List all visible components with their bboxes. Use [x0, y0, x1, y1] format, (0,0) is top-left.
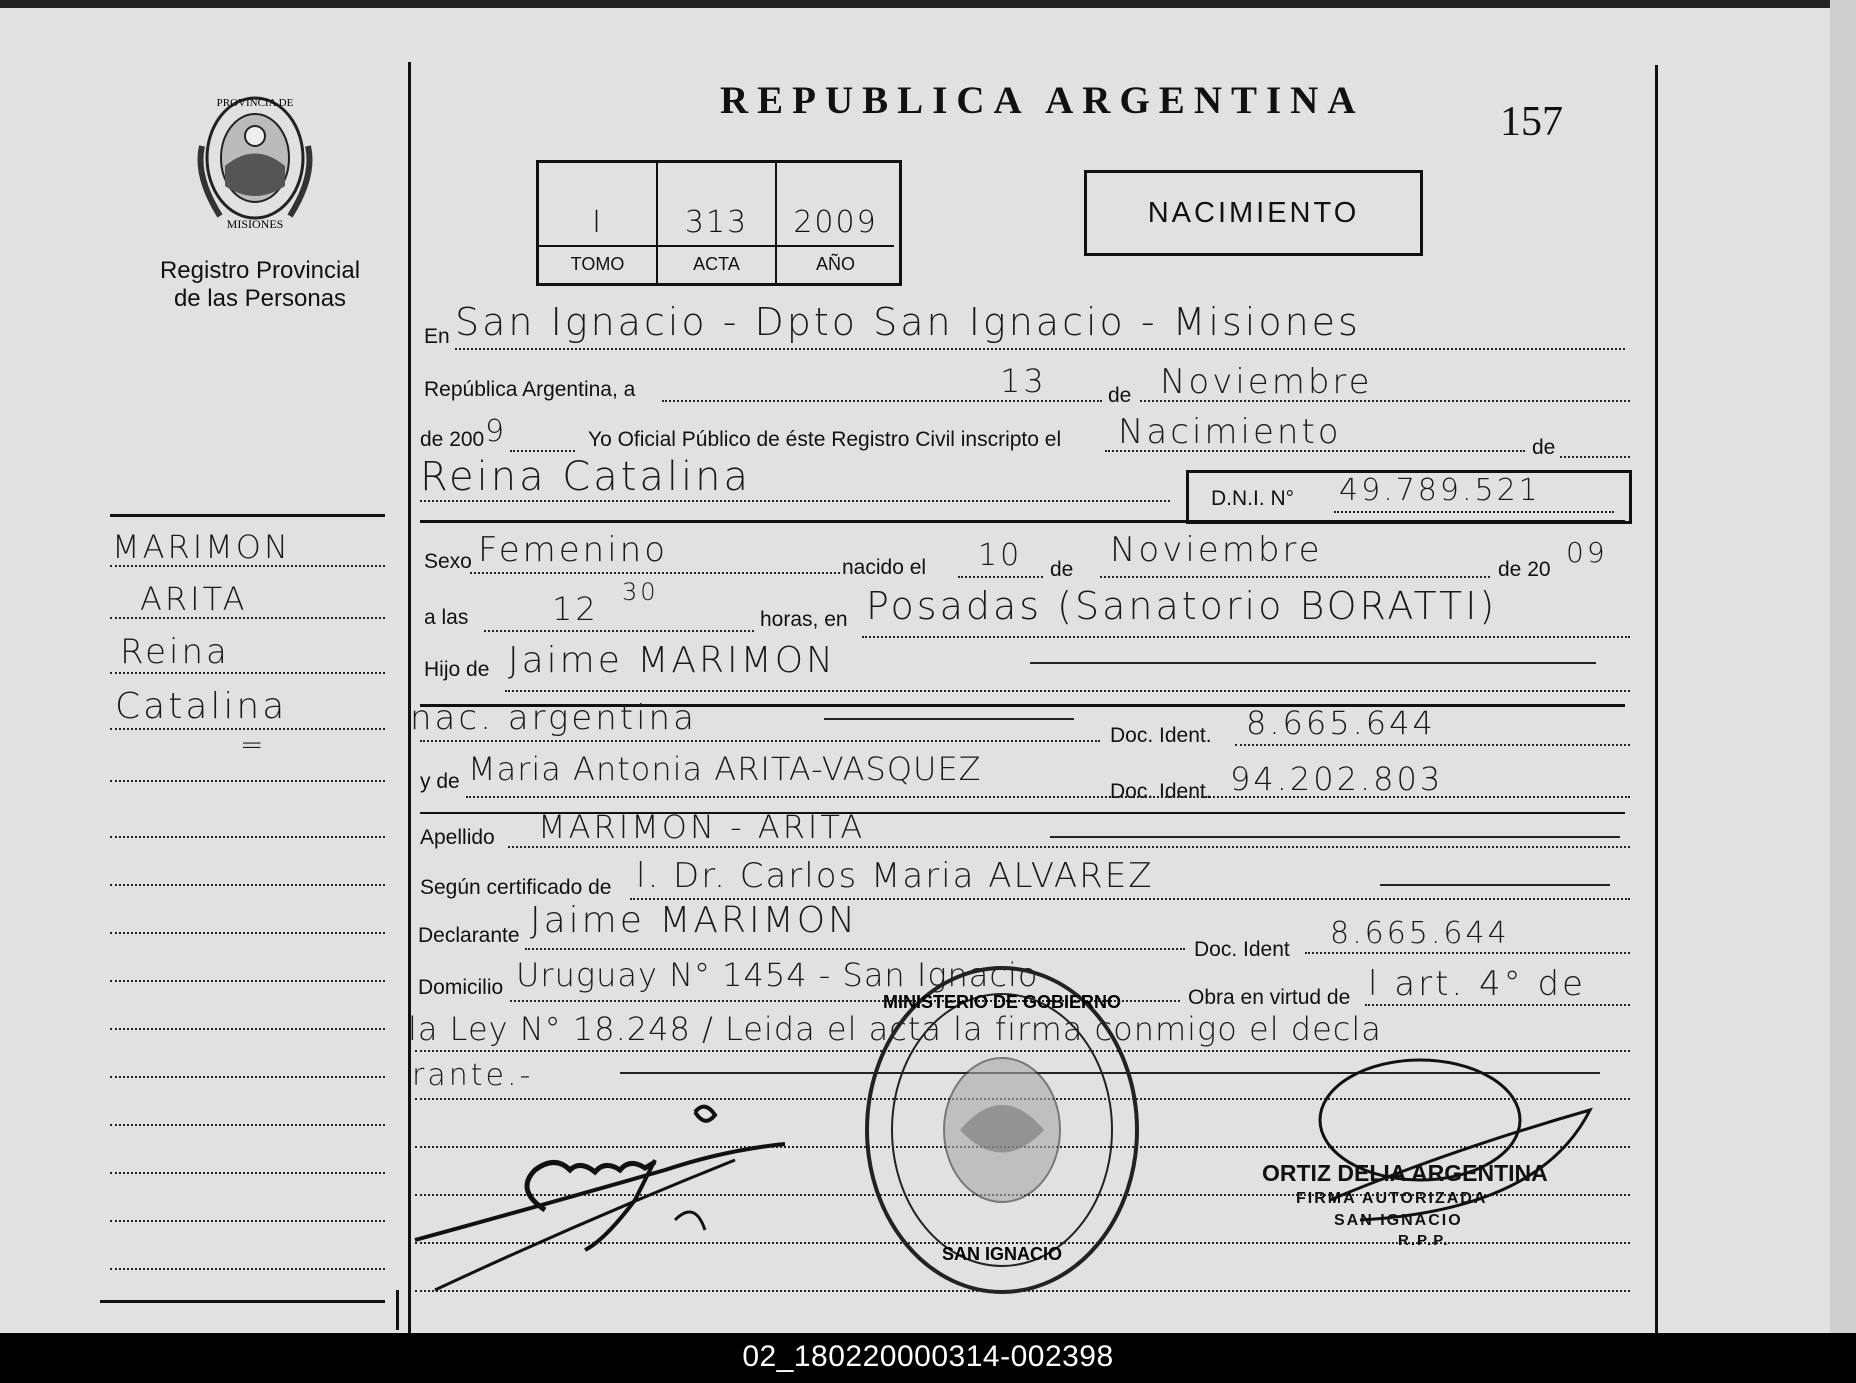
acta-cell	[658, 163, 777, 283]
ley-field-2: rante.-	[412, 1058, 534, 1093]
margin-line	[110, 780, 385, 782]
domicilio-label: Domicilio	[418, 976, 504, 999]
field-line	[1100, 576, 1490, 578]
fill-line	[1380, 884, 1610, 886]
margin-line	[110, 1028, 385, 1030]
field-line	[958, 576, 1043, 578]
declarante-doc-field: 8.665.644	[1330, 916, 1510, 951]
obra-field: l art. 4° de	[1368, 964, 1586, 1004]
field-line	[484, 630, 754, 632]
margin-surname-1: MARIMON	[112, 528, 291, 566]
right-frame-line	[1655, 65, 1658, 1333]
ley-field: la Ley N° 18.248 / Leida el acta la firma conmigo el decla	[408, 1010, 1382, 1048]
day-field: 13	[1000, 362, 1047, 400]
certificado-label: Según certificado de	[420, 876, 612, 899]
registry-line-2: de las Personas	[173, 285, 347, 312]
margin-line	[110, 672, 385, 674]
field-line	[1105, 450, 1525, 452]
svg-text:MISIONES: MISIONES	[226, 217, 284, 231]
doc-ident2-label: Doc. Ident	[1194, 938, 1290, 961]
fill-line	[1030, 662, 1596, 664]
margin-line	[110, 836, 385, 838]
acta-value: 313	[684, 205, 749, 240]
svg-text:PROVINCIA DE: PROVINCIA DE	[216, 97, 294, 109]
en-label: En	[424, 325, 450, 348]
margin-line	[110, 980, 385, 982]
nacido-year-field: 09	[1566, 536, 1608, 569]
nacido-month-field: Noviembre	[1110, 530, 1323, 570]
svg-text:MINISTERIO DE GOBIERNO: MINISTERIO DE GOBIERNO	[882, 992, 1122, 1012]
anio-label: AÑO	[777, 245, 894, 283]
lugar-field: Posadas (Sanatorio BORATTI)	[866, 584, 1498, 628]
field-line	[1235, 744, 1630, 746]
acta-label: ACTA	[658, 245, 775, 283]
margin-line	[110, 1172, 385, 1174]
margin-equals: =	[240, 728, 267, 761]
domicilio-field: Uruguay N° 1454 - San Ignacio	[516, 956, 1039, 994]
padre-doc-field: 8.665.644	[1246, 704, 1436, 742]
document-title: REPUBLICA ARGENTINA	[720, 79, 1365, 122]
document-type-box: NACIMIENTO	[1084, 170, 1423, 256]
margin-line	[110, 565, 385, 567]
margin-given-1: Reina	[120, 632, 230, 672]
coat-of-arms-icon	[190, 86, 320, 236]
image-caption: 02_180220000314-002398	[742, 1340, 1114, 1373]
year-label: de 200	[420, 428, 485, 451]
sexo-field: Femenino	[478, 530, 668, 570]
svg-text:SAN IGNACIO: SAN IGNACIO	[941, 1244, 1063, 1264]
field-line	[862, 636, 1630, 638]
official-stamp-line-4: R.P.P.	[1398, 1232, 1450, 1249]
horas-label: horas, en	[760, 608, 848, 631]
record-number-box	[536, 160, 902, 286]
field-line	[466, 796, 1630, 798]
margin-bottom-rule	[100, 1300, 385, 1303]
alas-label: a las	[424, 606, 469, 629]
doc-ident-label: Doc. Ident.	[1110, 724, 1212, 747]
field-line	[510, 450, 575, 452]
scan-right-edge	[1830, 0, 1856, 1333]
hora-field: 12	[552, 590, 599, 628]
margin-line	[110, 884, 385, 886]
official-stamp-line-2: FIRMA AUTORIZADA	[1296, 1190, 1488, 1207]
margin-line	[110, 1268, 385, 1270]
apellido-field: MARIMON - ARITA	[538, 808, 866, 846]
field-line	[420, 740, 1100, 742]
child-name-field: Reina Catalina	[420, 454, 752, 500]
margin-line	[110, 1076, 385, 1078]
margin-top-rule	[110, 514, 385, 517]
margin-surname-2: ARITA	[140, 580, 248, 618]
margin-line	[110, 1124, 385, 1126]
de3-label: de	[1050, 558, 1074, 581]
field-line	[470, 572, 840, 574]
section-rule	[420, 520, 1625, 523]
inscripto-field: Nacimiento	[1118, 412, 1342, 452]
sexo-label: Sexo	[424, 550, 472, 573]
dni-box	[1186, 470, 1632, 524]
apellido-label: Apellido	[420, 826, 495, 849]
dni-field: 49.789.521	[1339, 473, 1541, 508]
oficial-label: Yo Oficial Público de éste Registro Civil inscripto el	[588, 428, 1062, 451]
dni-label: D.N.I. N°	[1211, 487, 1295, 510]
anio-value: 2009	[793, 205, 878, 240]
tomo-value: I	[592, 205, 603, 240]
declarant-signature	[405, 1100, 805, 1300]
de-label: de	[1108, 384, 1132, 407]
field-line	[455, 348, 1625, 350]
tomo-label: TOMO	[539, 245, 656, 283]
field-line	[1365, 1004, 1630, 1006]
fill-line	[824, 718, 1074, 720]
margin-line	[110, 1220, 385, 1222]
margin-frame-line	[396, 1290, 399, 1330]
provincial-seal	[860, 960, 1145, 1300]
fill-line	[1050, 836, 1620, 838]
declarante-field: Jaime MARIMON	[530, 900, 858, 941]
padre-nac-field: nac. argentina	[410, 698, 697, 738]
hijo-label: Hijo de	[424, 658, 490, 681]
place-field: San Ignacio - Dpto San Ignacio - Misiones	[455, 300, 1361, 344]
margin-given-2: Catalina	[115, 686, 288, 727]
tomo-cell	[539, 163, 658, 283]
doc-ident-label-2: Doc. Ident.	[1110, 780, 1212, 803]
field-line	[1305, 952, 1630, 954]
de20-label: de 20	[1498, 558, 1551, 581]
margin-line	[110, 617, 385, 619]
field-line	[508, 846, 1630, 848]
registry-name	[120, 257, 400, 313]
de2-label: de	[1532, 436, 1556, 459]
field-line	[1334, 511, 1614, 513]
obra-label: Obra en virtud de	[1188, 986, 1351, 1009]
page-number: 157	[1500, 99, 1563, 145]
madre-field: Maria Antonia ARITA-VASQUEZ	[468, 750, 982, 788]
minutos-field: 30	[622, 578, 659, 606]
certificado-field: l. Dr. Carlos Maria ALVAREZ	[636, 856, 1154, 896]
field-line	[525, 948, 1185, 950]
field-line	[1560, 456, 1630, 458]
field-line	[662, 400, 1102, 402]
declarante-label: Declarante	[418, 924, 520, 947]
official-stamp-line-1: ORTIZ DELIA ARGENTINA	[1262, 1160, 1548, 1186]
republica-label: República Argentina, a	[424, 378, 636, 401]
nacido-day-field: 10	[978, 538, 1023, 573]
margin-line	[110, 932, 385, 934]
anio-cell	[777, 163, 897, 283]
madre-doc-field: 94.202.803	[1230, 760, 1444, 798]
month-field: Noviembre	[1160, 362, 1373, 402]
registry-line-1: Registro Provincial	[159, 257, 361, 284]
nacido-label: nacido el	[842, 556, 927, 579]
field-line	[420, 500, 1170, 502]
year-field: 9	[485, 414, 508, 449]
padre-field: Jaime MARIMON	[508, 640, 836, 681]
field-line	[1140, 400, 1630, 402]
official-stamp-line-3: SAN IGNACIO	[1334, 1212, 1463, 1229]
yde-label: y de	[420, 770, 460, 793]
field-line	[505, 690, 1630, 692]
